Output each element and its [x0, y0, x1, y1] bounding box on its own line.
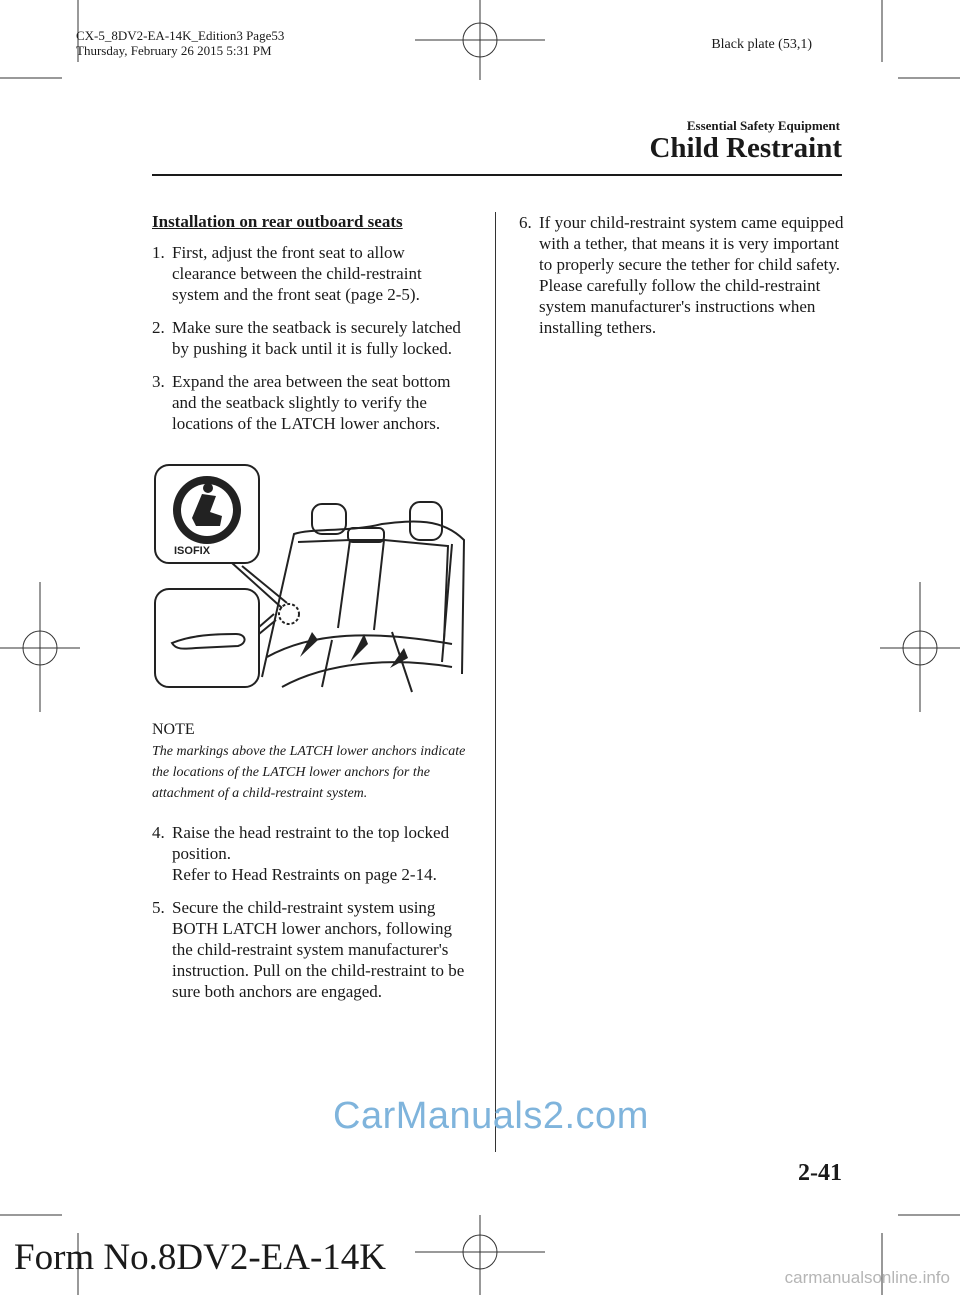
note-title: NOTE [152, 721, 195, 738]
header-rule [152, 174, 842, 176]
anchor-shape [172, 634, 245, 649]
watermark: CarManuals2.com [333, 1095, 649, 1137]
step-4 [152, 822, 472, 885]
step-1 [152, 242, 472, 305]
step-text: Secure the child-restraint system using BOTH LATCH lower anchors, following the child-restraint system manufacturer's instruction. Pull on the child-restraint to be sure both anchors are engaged. [172, 898, 465, 1001]
step-text [172, 822, 472, 885]
print-info-line1: CX-5_8DV2-EA-14K_Edition3 Page53 [76, 28, 285, 43]
page-number: 2-41 [798, 1160, 842, 1186]
step-text: If your child-restraint system came equipped with a tether, that means it is very important to properly secure the tether for child safety. Please carefully follow the child-restraint system manufacturer's instructions when installing tethers. [539, 213, 844, 337]
footer-brand: carmanualsonline.info [784, 1268, 950, 1287]
step-number: 1. [152, 243, 165, 262]
isofix-icon-text: ISOFIX [174, 545, 211, 557]
step-text: Expand the area between the seat bottom and the seatback slightly to verify the locations of the LATCH lower anchors. [172, 372, 451, 433]
section-label: Essential Safety Equipment [686, 118, 840, 133]
latch-anchor-illustration [152, 462, 472, 702]
step-number: 6. [519, 213, 532, 232]
step-text: First, adjust the front seat to allow clearance between the child-restraint system and the front seat (page 2-5). [172, 243, 422, 304]
left-column [152, 212, 472, 1014]
form-number: Form No.8DV2-EA-14K [14, 1237, 387, 1278]
step-text: Make sure the seatback is securely latched by pushing it back until it is fully locked. [172, 318, 461, 358]
step-5 [152, 897, 472, 1002]
right-column [519, 212, 844, 350]
plate-label: Black plate (53,1) [711, 37, 812, 52]
column-divider [495, 212, 496, 1152]
step-reference: Refer to Head Restraints on page 2-14. [172, 865, 437, 884]
print-info-line2: Thursday, February 26 2015 5:31 PM [76, 43, 272, 58]
note-text: The markings above the LATCH lower anchors indicate the locations of the LATCH lower anchors for the attachment of a child-restraint system. [152, 744, 466, 801]
section-heading: Installation on rear outboard seats [152, 212, 403, 231]
step-number: 2. [152, 318, 165, 337]
step-2 [152, 317, 472, 359]
step-6 [519, 212, 844, 338]
chapter-title: Child Restraint [649, 132, 842, 164]
step-number: 4. [152, 823, 165, 842]
step-number: 3. [152, 372, 165, 391]
step-number: 5. [152, 898, 165, 917]
step-3 [152, 371, 472, 434]
print-info [76, 28, 284, 58]
step-main-text: Raise the head restraint to the top locked position. [172, 823, 450, 863]
